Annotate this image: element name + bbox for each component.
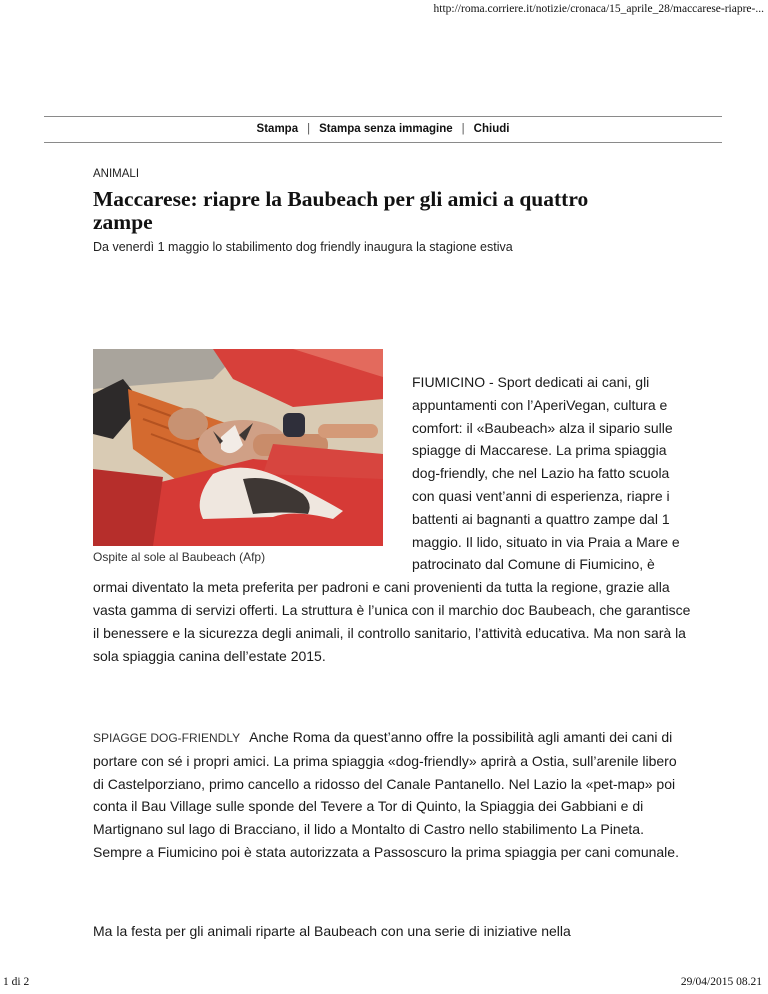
toolbar-bottom-rule <box>44 142 722 143</box>
section2-kicker: SPIAGGE DOG-FRIENDLY <box>93 731 241 745</box>
toolbar-top-rule <box>44 116 722 117</box>
section2-text: Anche Roma da quest’anno offre la possibilità agli amanti dei cani di portare con sé i propri amici. La prima spiaggia «dog-friendly» aprirà a Ostia, sull’arenile libero di Castelporziano, primo cancello a ridosso del Canale Pantanello. Nel Lazio la «pet-map» poi conta il Bau Village sulle sponde del Tevere a Tor di Quinto, la Spiaggia dei Gabbiani e di Martignano sul lago di Bracciano, il lido a Montalto di Castro nello stabilimento La Pineta. Sempre a Fiumicino poi è stata autorizzata a Passoscuro la prima spiaggia per cani comunale. <box>93 729 679 860</box>
section-label: ANIMALI <box>93 168 140 180</box>
article-title: Maccarese: riapre la Baubeach per gli amici a quattro zampe <box>93 187 589 234</box>
close-button[interactable]: Chiudi <box>473 123 510 135</box>
print-url: http://roma.corriere.it/notizie/cronaca/15_aprile_28/maccarese-riapre-... <box>433 3 764 15</box>
section3-paragraph: Ma la festa per gli animali riparte al Baubeach con una serie di iniziative nella <box>93 923 571 939</box>
print-timestamp: 29/04/2015 08.21 <box>680 976 762 988</box>
toolbar-separator: | <box>461 123 465 135</box>
lead-paragraph-block <box>93 371 691 667</box>
photo-caption: Ospite al sole al Baubeach (Afp) <box>93 550 266 564</box>
article-subtitle: Da venerdì 1 maggio lo stabilimento dog friendly inaugura la stagione estiva <box>93 240 513 254</box>
print-without-image-button[interactable]: Stampa senza immagine <box>319 123 453 135</box>
print-toolbar <box>44 123 722 135</box>
photo-float-spacer <box>93 371 412 565</box>
page-number: 1 di 2 <box>3 976 30 988</box>
section2-paragraph <box>93 726 691 864</box>
lead-paragraph: FIUMICINO - Sport dedicati ai cani, gli appuntamenti con l’AperiVegan, cultura e comfort: il «Baubeach» alza il sipario sulle spiagge di Maccarese. La prima spiaggia dog-friendly, che nel Lazio ha fatto scuola con quasi vent’anni di esperienza, riapre i battenti ai bagnanti a quattro zampe dal 1 maggio. Il lido, situato in via Praia a Mare e patrocinato dal Comune di Fiumicino, è ormai diventato la meta preferita per padroni e cani provenienti da tutta la regione, grazie alla vasta gamma di servizi offerti. La struttura è l’unica con il marchio doc Baubeach, che garantisce il benessere e la sicurezza degli animali, il controllo sanitario, l’attività educativa. Ma non sarà la sola spiaggia canina dell’estate 2015. <box>93 374 691 664</box>
toolbar-separator: | <box>307 123 311 135</box>
print-button[interactable]: Stampa <box>256 123 299 135</box>
